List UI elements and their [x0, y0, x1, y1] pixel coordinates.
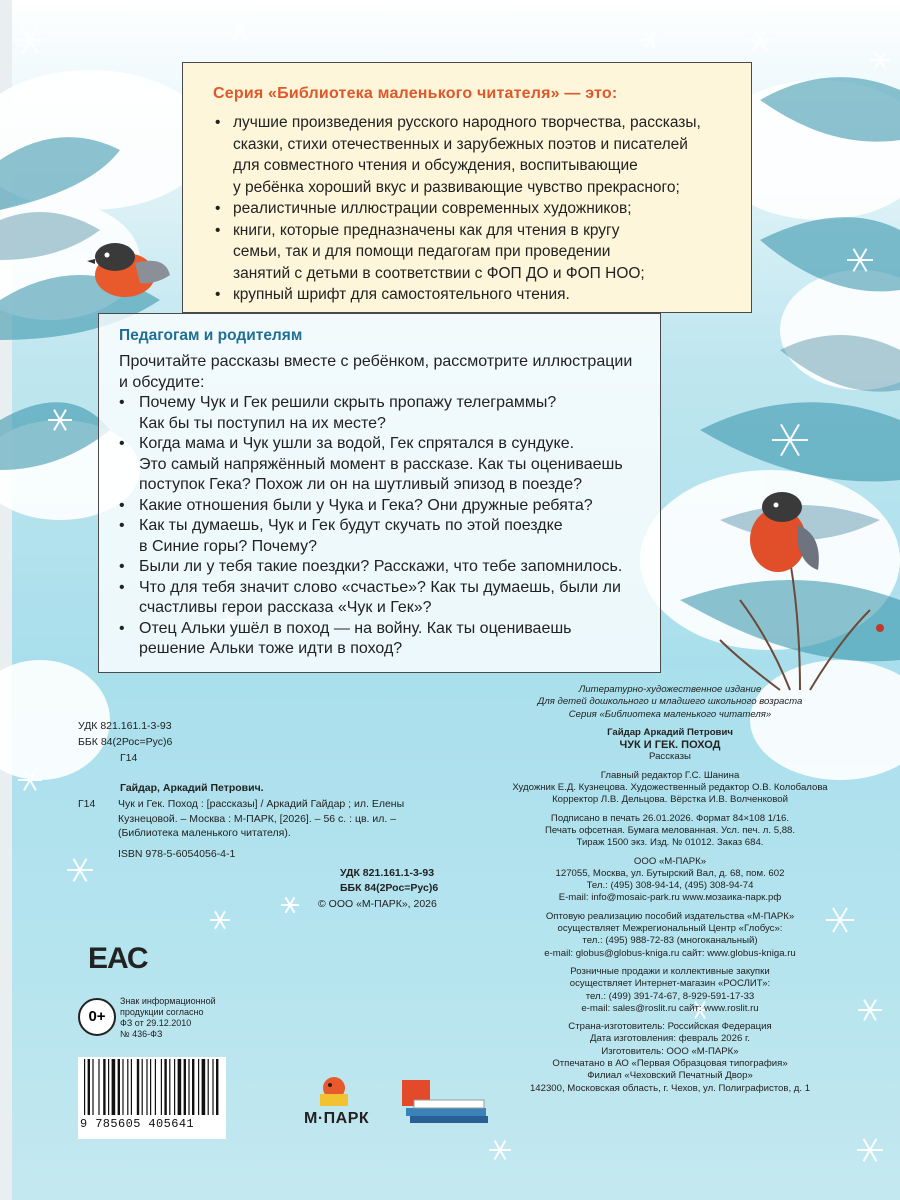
series-list — [213, 112, 753, 306]
barcode-bar — [161, 1059, 162, 1115]
barcode-bar — [118, 1059, 120, 1115]
age-text-line: № 436-ФЗ — [120, 1029, 163, 1039]
series-title: Серия «Библиотека маленького читателя» — это: — [213, 85, 618, 102]
barcode-bar — [103, 1059, 105, 1115]
list-item-line: крупный шрифт для самостоятельного чтения. — [233, 286, 570, 303]
imprint-block — [500, 684, 840, 1095]
list-item — [117, 496, 662, 517]
list-item — [117, 516, 662, 557]
barcode-bar — [169, 1059, 170, 1115]
barcode-bar — [164, 1059, 166, 1115]
imprint-line: Печать офсетная. Бумага мелованная. Усл. печ. л. 5,88. — [544, 824, 796, 836]
series-info-box — [182, 62, 752, 313]
imprint-line: e-mail: globus@globus-kniga.ru сайт: www.globus-kniga.ru — [544, 947, 796, 959]
barcode-bar — [188, 1059, 189, 1115]
imprint-line: Отпечатано в АО «Первая Образцовая типография» — [552, 1058, 788, 1070]
intro-line: Прочитайте рассказы вместе с ребёнком, рассмотрите иллюстрации — [119, 353, 633, 370]
age-text-line: Знак информационной — [120, 996, 216, 1006]
list-item-line: Это самый напряжённый момент в рассказе. Как ты оцениваешь — [139, 455, 623, 473]
barcode-bar — [178, 1059, 182, 1115]
bbk-2: ББК 84(2Рос=Рус)6 — [340, 882, 439, 894]
publisher-logo-icon — [312, 1074, 356, 1110]
bullet: • — [215, 200, 221, 217]
bullet: • — [119, 578, 125, 596]
imprint-line: Художник Е.Д. Кузнецова. Художественный редактор О.В. Колобалова — [512, 782, 828, 794]
bullet: • — [119, 435, 125, 452]
snowflake-icon — [746, 28, 774, 52]
barcode-bar — [84, 1059, 85, 1115]
questions-list — [117, 393, 662, 660]
list-item-line: занятий с детьми в соответствии с ФОП ДО и ФОП НОО; — [233, 264, 645, 282]
bullet: • — [215, 114, 221, 131]
list-item-line: Как бы ты поступил на их месте? — [139, 414, 386, 432]
imprint-line: 127055, Москва, ул. Бутырский Вал, д. 68, пом. 602 — [555, 867, 785, 879]
list-item-line: Почему Чук и Гек решили скрыть пропажу телеграммы? — [139, 394, 557, 411]
imprint-line: Филиал «Чеховский Печатный Двор» — [587, 1070, 753, 1082]
list-item — [117, 393, 662, 434]
list-item-line: счастливы герои рассказа «Чук и Гек»? — [139, 599, 432, 616]
list-item-line: реалистичные иллюстрации современных художников; — [233, 200, 632, 217]
barcode-bar — [208, 1059, 209, 1115]
author-heading: Гайдар, Аркадий Петрович. — [120, 782, 264, 794]
copyright: © ООО «М-ПАРК», 2026 — [318, 898, 437, 910]
bullet: • — [119, 517, 125, 534]
bullet: • — [119, 496, 125, 514]
publisher-logo-text: М·ПАРК — [304, 1110, 370, 1127]
barcode-bar — [155, 1059, 156, 1115]
bullet: • — [215, 286, 221, 303]
entry-line: Кузнецовой. – Москва : М-ПАРК, [2026]. – 56 с. : цв. ил. – — [118, 812, 397, 825]
barcode-bar — [122, 1059, 123, 1115]
imprint-line: e-mail: sales@roslit.ru сайт: www.roslit.ru — [581, 1002, 759, 1014]
barcode-bar — [92, 1059, 93, 1115]
snowflake-icon — [858, 1000, 882, 1021]
barcode-bar — [146, 1059, 147, 1115]
bbk: ББК 84(2Рос=Рус)6 — [78, 736, 173, 748]
roslit-books-icon — [400, 1078, 492, 1130]
list-item — [117, 434, 662, 496]
imprint-line: ЧУК И ГЕК. ПОХОД — [619, 739, 721, 752]
snowflake-icon — [67, 859, 93, 882]
bibliographic-entry — [118, 797, 478, 841]
barcode-bar — [202, 1059, 206, 1115]
list-item-line: Какие отношения были у Чука и Гека? Они дружные ребята? — [139, 496, 593, 514]
list-item — [213, 220, 753, 285]
age-text-line: ФЗ от 29.12.2010 — [120, 1018, 192, 1028]
imprint-line: Подписано в печать 26.01.2026. Формат 84×108 1/16. — [550, 812, 790, 824]
list-item-line: сказки, стихи отечественных и зарубежных поэтов и писателей — [233, 135, 688, 153]
udk-2: УДК 821.161.1-3-93 — [340, 867, 435, 879]
entry-line: (Библиотека маленького читателя). — [118, 827, 291, 839]
list-item — [213, 198, 753, 220]
catalog-code: Г14 — [120, 752, 138, 764]
list-item-line: книги, которые предназначены как для чтения в кругу — [233, 221, 620, 239]
intro-line: и обсудите: — [119, 373, 205, 391]
list-item-line: поступок Гека? Похож ли он на шутливый эпизод в поезде? — [139, 476, 583, 493]
barcode-bar — [198, 1059, 199, 1115]
barcode-bar — [216, 1059, 218, 1115]
imprint-line: Гайдар Аркадий Петрович — [607, 726, 733, 738]
list-item-line: семьи, так и для помощи педагогам при проведении — [233, 243, 611, 260]
barcode-bar — [108, 1059, 109, 1115]
barcode-bar — [174, 1059, 175, 1115]
imprint-line: Страна-изготовитель: Российская Федерация — [568, 1021, 772, 1033]
list-item-line: Отец Альки ушёл в поход — на войну. Как ты оцениваешь — [139, 619, 572, 637]
list-item-line: Были ли у тебя такие поездки? Расскажи, что тебе запомнилось. — [139, 558, 623, 575]
imprint-line: осуществляет Интернет-магазин «РОСЛИТ»: — [569, 978, 771, 990]
bullet: • — [119, 394, 125, 411]
snowflake-icon — [281, 897, 299, 913]
age-text-line: продукции согласно — [120, 1007, 204, 1017]
snowflake-icon — [489, 1140, 511, 1159]
list-item-line: Как ты думаешь, Чук и Гек будут скучать по этой поездке — [139, 517, 563, 534]
imprint-line: Главный редактор Г.С. Шанина — [600, 769, 740, 781]
list-item-line: решение Альки тоже идти в поход? — [139, 640, 403, 657]
list-item — [213, 112, 753, 198]
parents-title: Педагогам и родителям — [119, 327, 303, 344]
imprint-line: Тел.: (495) 308-94-14, (495) 308-94-74 — [586, 880, 754, 892]
barcode-bar — [88, 1059, 90, 1115]
imprint-line: Корректор Л.В. Дельцова. Вёрстка И.В. Волченковой — [552, 794, 788, 806]
barcode-bar — [184, 1059, 186, 1115]
imprint-line: Оптовую реализацию пособий издательства «М-ПАРК» — [545, 910, 795, 922]
barcode-number: 9 785605 405641 — [80, 1117, 195, 1131]
imprint-line: тел.: (499) 391-74-67, 8-929-591-17-33 — [585, 990, 755, 1002]
bullet: • — [119, 619, 125, 637]
imprint-line: Тираж 1500 экз. Изд. № 01012. Заказ 684. — [576, 837, 764, 849]
barcode-bar — [150, 1059, 151, 1115]
barcode-bar — [131, 1059, 132, 1115]
catalog-code-2: Г14 — [78, 798, 96, 810]
imprint-line: ООО «М-ПАРК» — [633, 855, 707, 867]
bullet: • — [215, 221, 221, 239]
list-item-line: Когда мама и Чук ушли за водой, Гек спрятался в сундуке. — [139, 435, 575, 452]
imprint-line: тел.: (495) 988-72-83 (многоканальный) — [582, 935, 758, 947]
isbn: ISBN 978-5-6054056-4-1 — [118, 848, 236, 860]
list-item-line: в Синие горы? Почему? — [139, 537, 318, 555]
barcode-bar — [127, 1059, 128, 1115]
list-item-line: Что для тебя значит слово «счастье»? Как ты думаешь, были ли — [139, 578, 621, 596]
barcode-bar — [112, 1059, 116, 1115]
barcode-bar — [212, 1059, 213, 1115]
list-item — [117, 578, 662, 619]
bullet: • — [119, 558, 125, 575]
udk: УДК 821.161.1-3-93 — [78, 720, 172, 732]
list-item — [117, 619, 662, 660]
list-item-line: лучшие произведения русского народного творчества, рассказы, — [233, 114, 701, 131]
age-rating-text — [120, 996, 216, 1040]
snowflake-icon — [210, 911, 230, 928]
eac-mark: ЕАС — [88, 942, 148, 975]
imprint-line: Для детей дошкольного и младшего школьного возраста — [537, 696, 803, 708]
imprint-line: 142300, Московская область, г. Чехов, ул. Полиграфистов, д. 1 — [529, 1082, 811, 1094]
imprint-line: Литературно-художественное издание — [578, 684, 762, 695]
imprint-line: Изготовитель: ООО «М-ПАРК» — [601, 1045, 739, 1057]
barcode-bar — [137, 1059, 139, 1115]
age-rating-badge: 0+ — [78, 998, 116, 1036]
list-item-line: для совместного чтения и обсуждения, воспитывающие — [233, 157, 638, 174]
imprint-line: Серия «Библиотека маленького читателя» — [568, 708, 772, 720]
list-item — [213, 284, 753, 306]
list-item — [117, 557, 662, 578]
snowflake-icon — [641, 32, 659, 48]
list-item-line: у ребёнка хороший вкус и развивающие чувство прекрасного; — [233, 178, 680, 196]
imprint-line: Розничные продажи и коллективные закупки — [570, 965, 770, 977]
imprint-line: E-mail: info@mosaic-park.ru www.мозаика-парк.рф — [558, 892, 782, 904]
parents-intro — [119, 352, 659, 393]
snowflake-icon — [857, 1139, 883, 1162]
barcode-bar — [142, 1059, 143, 1115]
barcode-bar — [192, 1059, 194, 1115]
snowflake-icon — [870, 51, 890, 68]
imprint-line: Рассказы — [649, 751, 691, 763]
entry-line: Чук и Гек. Поход : [рассказы] / Аркадий Гайдар ; ил. Елены — [118, 798, 405, 810]
parents-box — [98, 313, 661, 673]
imprint-line: Дата изготовления: февраль 2026 г. — [590, 1033, 750, 1045]
imprint-line: осуществляет Межрегиональный Центр «Глобус»: — [557, 923, 783, 935]
snowflake-icon — [228, 20, 252, 41]
snowflake-icon — [14, 26, 46, 54]
barcode-bar — [98, 1059, 99, 1115]
